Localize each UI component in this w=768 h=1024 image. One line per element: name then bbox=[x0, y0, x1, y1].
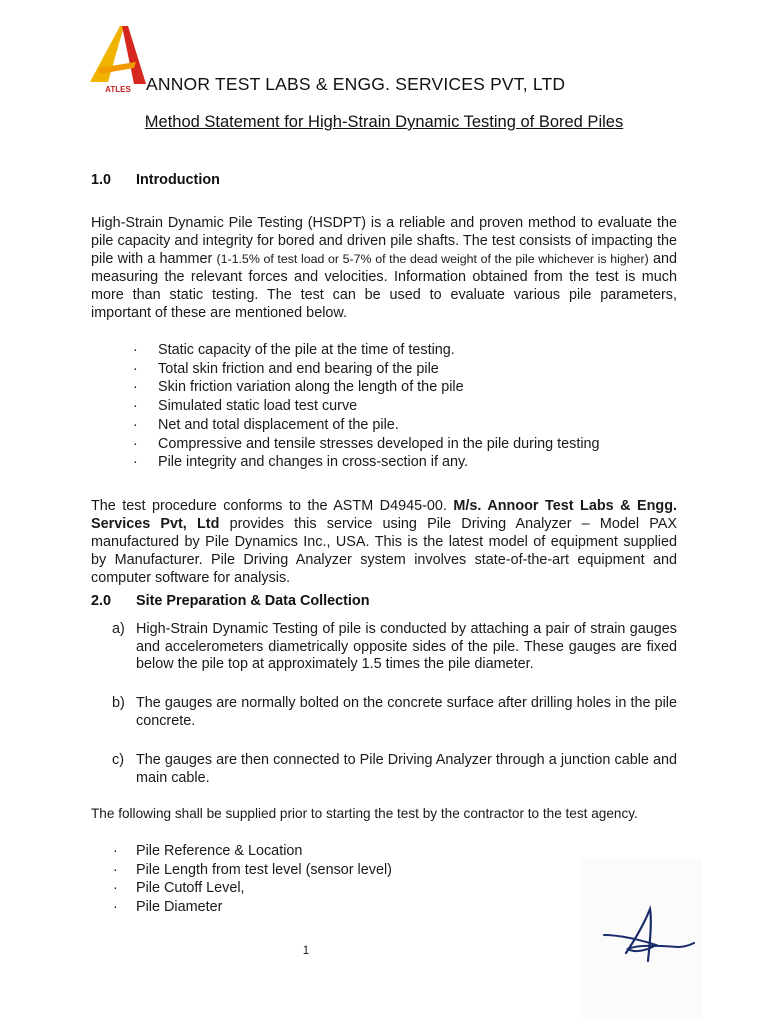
list-item-text: Compressive and tensile stresses developed in the pile during testing bbox=[158, 435, 600, 452]
bullet-glyph: · bbox=[133, 379, 138, 396]
list-item-text: Skin friction variation along the length of the pile bbox=[158, 379, 464, 396]
step-label: b) bbox=[112, 695, 125, 711]
supply-requirements-list bbox=[109, 842, 392, 917]
list-item bbox=[129, 435, 600, 454]
bullet-glyph: · bbox=[113, 880, 118, 897]
signature bbox=[598, 905, 696, 967]
page-number: 1 bbox=[302, 945, 310, 957]
list-item bbox=[129, 416, 600, 435]
intro-hammer-note: (1-1.5% of test load or 5-7% of the dead weight of the pile whichever is higher) bbox=[216, 252, 649, 266]
procedure-text-1: The test procedure conforms to the ASTM D4945-00. bbox=[91, 498, 454, 514]
document-title: Method Statement for High-Strain Dynamic Testing of Bored Piles bbox=[144, 113, 624, 131]
section-1-heading bbox=[91, 172, 220, 188]
list-item-text: Pile Diameter bbox=[136, 899, 223, 916]
bullet-glyph: · bbox=[133, 398, 138, 415]
logo-right-stroke bbox=[122, 26, 146, 84]
supply-requirements-text: The following shall be supplied prior to starting the test by the contractor to the test agency. bbox=[91, 806, 638, 821]
list-item bbox=[109, 842, 392, 861]
list-item-text: Static capacity of the pile at the time of testing. bbox=[158, 342, 455, 358]
section-2-heading bbox=[91, 593, 370, 609]
step-item-a bbox=[112, 621, 677, 674]
list-item-text: Pile integrity and changes in cross-section if any. bbox=[158, 454, 469, 471]
list-item-text: Pile Reference & Location bbox=[136, 843, 303, 859]
list-item bbox=[129, 453, 600, 472]
section-1-number: 1.0 bbox=[91, 172, 112, 188]
bullet-glyph: · bbox=[113, 843, 118, 859]
step-text: High-Strain Dynamic Testing of pile is conducted by attaching a pair of strain gauges and accelerometers diametrically opposite sides of the pile. These gauges are fixed below the pile top at approximately 1.5 times the pile diameter. bbox=[136, 621, 677, 672]
bullet-glyph: · bbox=[133, 435, 138, 452]
list-item-text: Pile Length from test level (sensor level) bbox=[136, 861, 392, 878]
list-item-text: Pile Cutoff Level, bbox=[136, 880, 245, 897]
section-2-title: Site Preparation & Data Collection bbox=[136, 593, 370, 609]
step-text: The gauges are then connected to Pile Driving Analyzer through a junction cable and main cable. bbox=[136, 752, 677, 786]
list-item bbox=[109, 898, 392, 917]
bullet-glyph: · bbox=[133, 416, 138, 433]
logo-text: ATLES bbox=[105, 85, 131, 94]
section-2-number: 2.0 bbox=[91, 593, 112, 609]
section-1-title: Introduction bbox=[136, 172, 220, 188]
intro-text-1: High-Strain Dynamic Pile Testing (HSDPT) is a reliable and proven method to evaluate the pile capacity and integrity for bored and driven pile shafts. The test consists of impacting the pile with a hammer bbox=[91, 215, 677, 267]
intro-text-2: and measuring the relevant forces and velocities. Information obtained from the test is much more than static testing. The test can be used to evaluate various pile parameters, important of these are mentioned below. bbox=[91, 251, 677, 321]
list-item-text: Simulated static load test curve bbox=[158, 398, 358, 415]
list-item bbox=[109, 861, 392, 880]
list-item bbox=[129, 360, 600, 379]
list-item-text: Total skin friction and end bearing of the pile bbox=[158, 360, 439, 377]
bullet-glyph: · bbox=[113, 861, 118, 878]
company-name: ANNOR TEST LABS & ENGG. SERVICES PVT, LTD bbox=[146, 74, 566, 94]
intro-paragraph bbox=[91, 214, 677, 322]
bullet-glyph: · bbox=[133, 360, 138, 377]
pile-parameters-list bbox=[129, 341, 600, 472]
bullet-glyph: · bbox=[133, 342, 138, 358]
list-item-text: Net and total displacement of the pile. bbox=[158, 416, 399, 433]
list-item bbox=[129, 378, 600, 397]
procedure-text-2: provides this service using Pile Driving Analyzer – Model PAX manufactured by Pile Dynamics Inc., USA. This is the latest model of equipment supplied by Manufacturer. Pile Driving Analyzer system involves state-of-the-art equipment and computer software for analysis. bbox=[91, 516, 677, 586]
step-label: c) bbox=[112, 752, 124, 768]
list-item bbox=[109, 879, 392, 898]
logo-left-stroke bbox=[90, 26, 124, 82]
list-item bbox=[129, 341, 600, 360]
company-bold-name: M/s. Annoor Test Labs & Engg. Services Pvt, Ltd bbox=[91, 498, 677, 532]
step-item-c bbox=[112, 752, 677, 787]
bullet-glyph: · bbox=[113, 899, 118, 916]
company-logo bbox=[88, 22, 150, 94]
procedure-paragraph bbox=[91, 497, 677, 587]
step-item-b bbox=[112, 695, 677, 730]
bullet-glyph: · bbox=[133, 454, 138, 471]
list-item bbox=[129, 397, 600, 416]
step-label: a) bbox=[112, 621, 125, 637]
signature-stroke-1 bbox=[626, 909, 651, 961]
step-text: The gauges are normally bolted on the concrete surface after drilling holes in the pile concrete. bbox=[136, 695, 677, 729]
